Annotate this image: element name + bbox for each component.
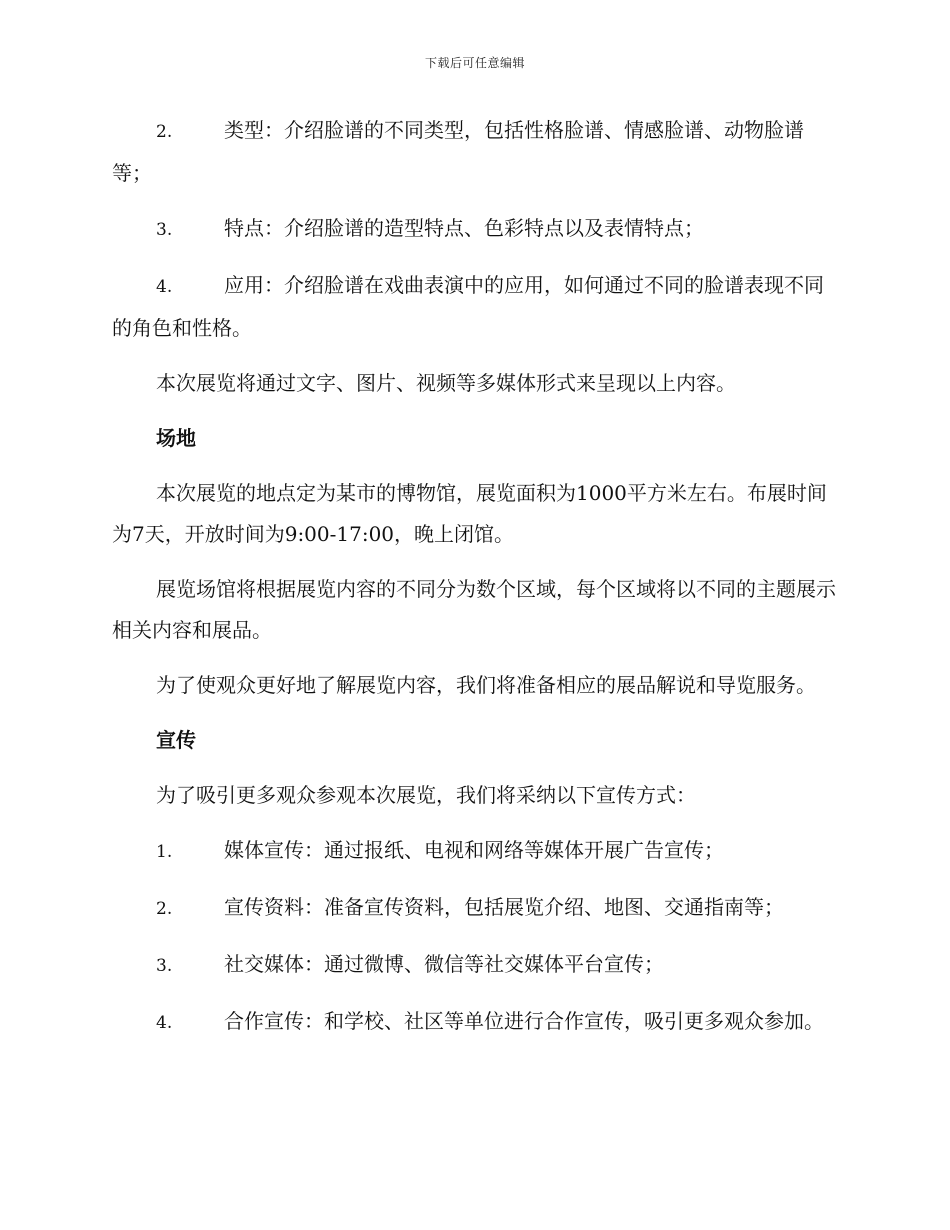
list-number: 3. (156, 220, 173, 240)
list-item (112, 830, 838, 873)
page-header: 下载后可任意编辑 (424, 56, 525, 70)
list-number: 4. (156, 1013, 173, 1033)
list-text: 应用：介绍脸谱在戏曲表演中的应用，如何通过不同的脸谱表现不同的角色和性格。 (112, 273, 824, 340)
list-text: 宣传资料：准备宣传资料，包括展览介绍、地图、交通指南等； (224, 895, 784, 919)
list-number: 1. (156, 842, 173, 862)
section-heading-venue: 场地 (156, 426, 196, 450)
list-text: 特点：介绍脸谱的造型特点、色彩特点以及表情特点； (224, 216, 704, 240)
paragraph-promo-intro: 为了吸引更多观众参观本次展览，我们将采纳以下宣传方式： (156, 783, 696, 807)
list-number: 4. (156, 277, 173, 297)
section-heading-promo: 宣传 (156, 728, 196, 752)
list-item (112, 1001, 838, 1044)
list-item (112, 208, 838, 251)
list-text: 媒体宣传：通过报纸、电视和网络等媒体开展广告宣传； (224, 838, 724, 862)
list-item (112, 944, 838, 987)
list-number: 2. (156, 122, 173, 142)
list-text: 社交媒体：通过微博、微信等社交媒体平台宣传； (224, 952, 664, 976)
list-text: 类型：介绍脸谱的不同类型，包括性格脸谱、情感脸谱、动物脸谱等； (112, 118, 804, 185)
list-item (112, 110, 838, 194)
list-item (112, 887, 838, 930)
list-item (112, 265, 838, 349)
paragraph: 展览场馆将根据展览内容的不同分为数个区域，每个区域将以不同的主题展示相关内容和展品。 (112, 577, 836, 642)
paragraph: 本次展览的地点定为某市的博物馆，展览面积为1000平方米左右。布展时间为7天，开放时间为9:00-17:00，晚上闭馆。 (112, 481, 827, 546)
document-body (112, 110, 838, 1058)
list-number: 2. (156, 899, 173, 919)
list-number: 3. (156, 956, 173, 976)
paragraph-media: 本次展览将通过文字、图片、视频等多媒体形式来呈现以上内容。 (156, 371, 736, 395)
paragraph: 为了使观众更好地了解展览内容，我们将准备相应的展品解说和导览服务。 (156, 673, 816, 697)
list-text: 合作宣传：和学校、社区等单位进行合作宣传，吸引更多观众参加。 (224, 1009, 824, 1033)
